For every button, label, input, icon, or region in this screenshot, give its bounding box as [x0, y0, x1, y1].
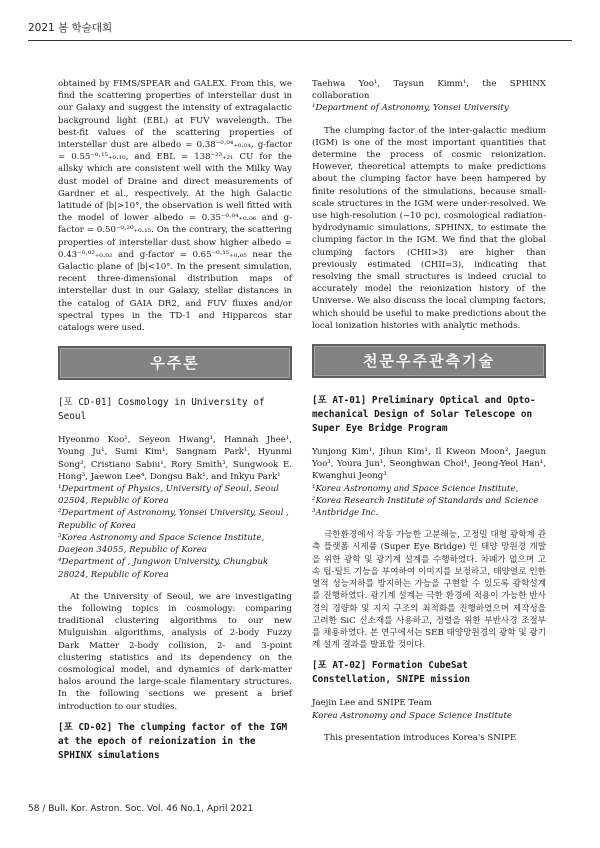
page-footer: 58 / Bull. Kor. Astron. Soc. Vol. 46 No.1, April 2021 — [28, 804, 254, 814]
at02-affiliation: Korea Astronomy and Space Science Institute — [312, 710, 513, 721]
cd01-abstract: At the University of Seoul, we are investigating the following topics in cosmology: comparing traditional clustering algorithms to our new Mulguishin algorithms, analysis of 2-body Fuzzy Dark Matter 2-body collision, 2- and 3-point clustering statistics and its dependency on the cosmological model, and dynamics of dark-matter halos around the large-scale filamentary structures. In the following sections we present a brief introduction to our studies. — [58, 591, 292, 712]
cd01-authors: Hyeonmo Koo¹, Seyeon Hwang¹, Hannah Jhee¹, Young Ju¹, Sumi Kim¹, Sangnam Park¹, Hyunmi Song², Cristiano Sabiu¹, Rory Smith³, Sungwook E. Hong³, Jaewon Lee⁴, Dongsu Bak¹, and Inkyu Park¹ — [58, 435, 292, 482]
section-banner-instrumentation: 천문우주관측기술 — [312, 344, 546, 378]
at01-authors: Yunjong Kim¹, Jihun Kim¹, Il Kweon Moon², Jaegun Yoo³, Youra Jun¹, Seonghwan Choi¹, Jeong-Yeol Han¹, Kwanghui Jeong³ — [312, 447, 546, 482]
at01-affiliation-3: ³Antbridge Inc. — [312, 508, 379, 519]
at01-affiliation-2: ²Korea Research Institute of Standards and Science — [312, 495, 539, 506]
at02-title: [포 AT-02] Formation CubeSat Constellation, SNIPE mission — [312, 660, 471, 686]
cd01-affiliation-3: ³Korea Astronomy and Space Science Institute, Daejeon 34055, Republic of Korea — [58, 532, 265, 556]
at01-affiliation-1: ¹Korea Astronomy and Space Science Institute, — [312, 483, 519, 494]
cd01-affiliation-2: ²Department of Astronomy, Yonsei University, Seoul , Republic of Korea — [58, 508, 289, 531]
at02-abstract: This presentation introduces Korea's SNIPE — [324, 732, 517, 743]
section-banner-cosmology: 우주론 — [58, 346, 292, 380]
header-rule — [28, 40, 572, 41]
cd01-affiliation-1: ¹Department of Physics, University of Seoul, Seoul 02504, Republic of Korea — [58, 484, 279, 507]
cd02-title: [포 CD-02] The clumping factor of the IGM at the epoch of reionization in the SPHINX simulations — [58, 721, 288, 761]
at02-authors: Jaejin Lee and SNIPE Team — [312, 698, 432, 709]
cd02-abstract: The clumping factor of the inter-galactic medium (IGM) is one of the most important quantities that determine the process of cosmic reionization. However, theoretical attempts to make predictions about the clumping factor have been hampered by finite resolutions of the simulations, because small-scale structures in the IGM were under-resolved. We use high-resolution (~10 pc), cosmological radiation-hydrodynamic simulations, SPHINX, to estimate the clumping factor in the IGM. We find that the global clumping factors (CHII>3) are higher than previously estimated (CHII=3), indicating that resolving the small structures is indeed crucial to accurately model the reionization history of the Universe. We also discuss the local clumping factors, which should be useful to make predictions about the local ionization histories with analytic methods. — [312, 125, 546, 331]
running-header: 2021 봄 학술대회 — [28, 22, 113, 34]
right-column — [312, 78, 546, 744]
at01-abstract: 극한환경에서 작동 가능한 고분해능, 고정밀 대형 광학계 관측 플랫폼 시제품 (Super Eye Bridge) 인 태양 망원경 개발을 위한 광학 및 광기계 설계를 수행하였다. 차폐가 없으며 고속 팁-틸트 기능을 부여하여 이미지를 보정하고, 태양열로 인한 열적 성능저하를 방지하는 가능을 구현할 수 있도록 광학설계를 진행하였다. 광기계 설계는 극한 환경에 적용이 가능한 반사경의 경량화 및 지지 구조의 최적화를 진행하였으며 제작성을 고려한 SiC 신소재를 사용하고, 정렬을 위한 부반사경 조절부를 채용하였다. 본 연구에서는 SEB 태양망원경의 광학 및 광기계 설계 결과를 발표할 것이다. — [312, 530, 546, 651]
cd02-authors: Taehwa Yoo¹, Taysun Kimm¹, the SPHINX collaboration — [312, 79, 546, 102]
cd01-affiliation-4: ⁴Department of , Jungwon University, Chungbuk 28024, Republic of Korea — [58, 557, 269, 580]
left-column — [58, 78, 292, 773]
cd02-affiliation: ¹Department of Astronomy, Yonsei University — [312, 103, 509, 114]
at01-title: [포 AT-01] Preliminary Optical and Opto-mechanical Design of Solar Telescope on Super Eye Bridge Program — [312, 395, 536, 435]
intro-paragraph: obtained by FIMS/SPEAR and GALEX. From this, we find the scattering properties of interstellar dust in our Galaxy and suggest the intensity of extragalactic background light (EBL) at FUV wavelength. The best-fit values of the scattering properties of interstellar dust are albedo = 0.38⁻⁰·⁰⁴₊₀.₀₄, g-factor = 0.55⁻⁰·¹⁵₊₀.₁₀, and EBL = 138⁻²³₊₂₁ CU for the allsky which are consistent well with the Milky Way dust model of Draine and direct measurements of Gardner et al., respectively. At the high Galactic latitude of |b|>10°, the observation is well fitted with the model of lower albedo = 0.35⁻⁰·⁰⁴₊₀.₀₆ and g-factor = 0.50⁻⁰·²⁰₊₀.₁₅. On the contrary, the scattering properties of interstellar dust show higher albedo = 0.43⁻⁰·⁰²₊₀.₀₂ and g-factor = 0.65⁻⁰·¹⁵₊₀.₀₅ near the Galactic plane of |b|<10°. In the present simulation, recent three-dimensional distribution maps of interstellar dust in our Galaxy, stellar distances in the catalog of GAIA DR2, and FUV fluxes and/or spectral types in the TD-1 and Hipparcos star catalogs were used. — [58, 79, 292, 334]
cd01-title: [포 CD-01] Cosmology in University of Seoul — [58, 397, 265, 423]
